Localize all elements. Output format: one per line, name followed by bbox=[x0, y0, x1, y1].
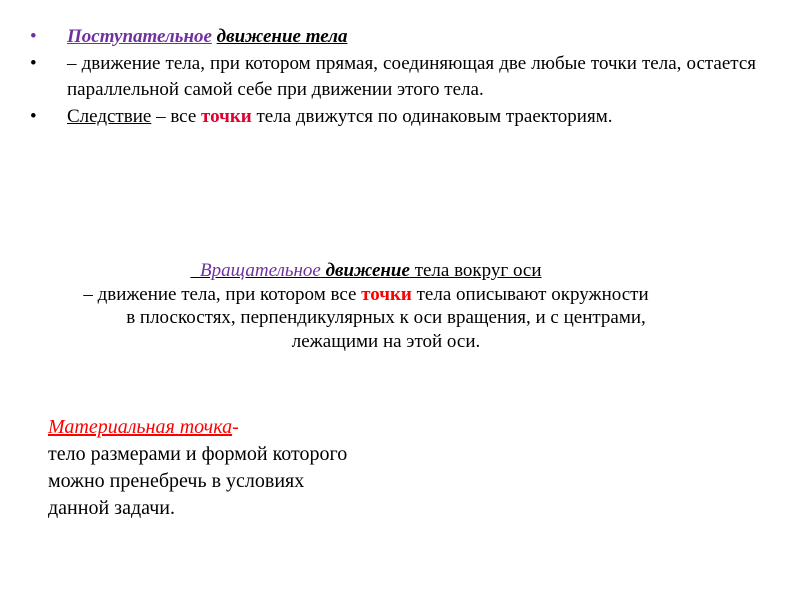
bullet-icon: • bbox=[30, 105, 37, 127]
material-point-line1: тело размерами и формой которого bbox=[48, 443, 348, 465]
rotational-def-line2: в плоскостях, перпендикулярных к оси вращения, и с центрами, bbox=[126, 307, 646, 328]
material-point-block bbox=[48, 414, 347, 522]
material-point-line3: данной задачи. bbox=[48, 497, 175, 519]
rotational-title-word: Вращательное bbox=[199, 260, 321, 281]
material-point-line2: можно пренебречь в условиях bbox=[48, 470, 305, 492]
rotational-title-word2: движение bbox=[325, 260, 410, 281]
translational-definition: – движение тела, при котором прямая, соединяющая две любые точки тела, остается параллельной самой себе при движении этого тела. bbox=[67, 52, 756, 100]
material-point-title-line bbox=[48, 414, 347, 441]
rotational-def-end: тела описывают окружности bbox=[411, 283, 649, 305]
consequence-text: – все bbox=[151, 105, 202, 127]
material-point-title: Материальная точка bbox=[48, 416, 233, 438]
rotational-def-line3: лежащими на этой оси. bbox=[291, 330, 481, 352]
list-item-consequence bbox=[30, 104, 756, 131]
bullet-icon: • bbox=[30, 52, 37, 74]
list-item-definition bbox=[30, 51, 756, 104]
translational-title-word: Поступательное bbox=[67, 26, 212, 47]
translational-motion-list bbox=[30, 24, 756, 130]
list-item-title bbox=[30, 24, 756, 51]
rotational-title-lead bbox=[190, 260, 200, 281]
consequence-end: тела движутся по одинаковым траекториям. bbox=[251, 105, 613, 127]
consequence-label: Следствие bbox=[67, 105, 152, 127]
translational-title-rest: движение тела bbox=[216, 26, 348, 47]
rotational-title-rest: тела вокруг оси bbox=[409, 260, 542, 281]
rotational-motion-block bbox=[10, 259, 722, 353]
rotational-def-start: – движение тела, при котором все bbox=[83, 283, 362, 305]
bullet-icon: • bbox=[30, 26, 37, 47]
consequence-highlight: точки bbox=[201, 105, 252, 127]
material-point-dash: - bbox=[232, 416, 239, 438]
rotational-title bbox=[10, 259, 722, 283]
rotational-def-line1 bbox=[10, 283, 722, 307]
rotational-def-highlight: точки bbox=[361, 283, 412, 305]
